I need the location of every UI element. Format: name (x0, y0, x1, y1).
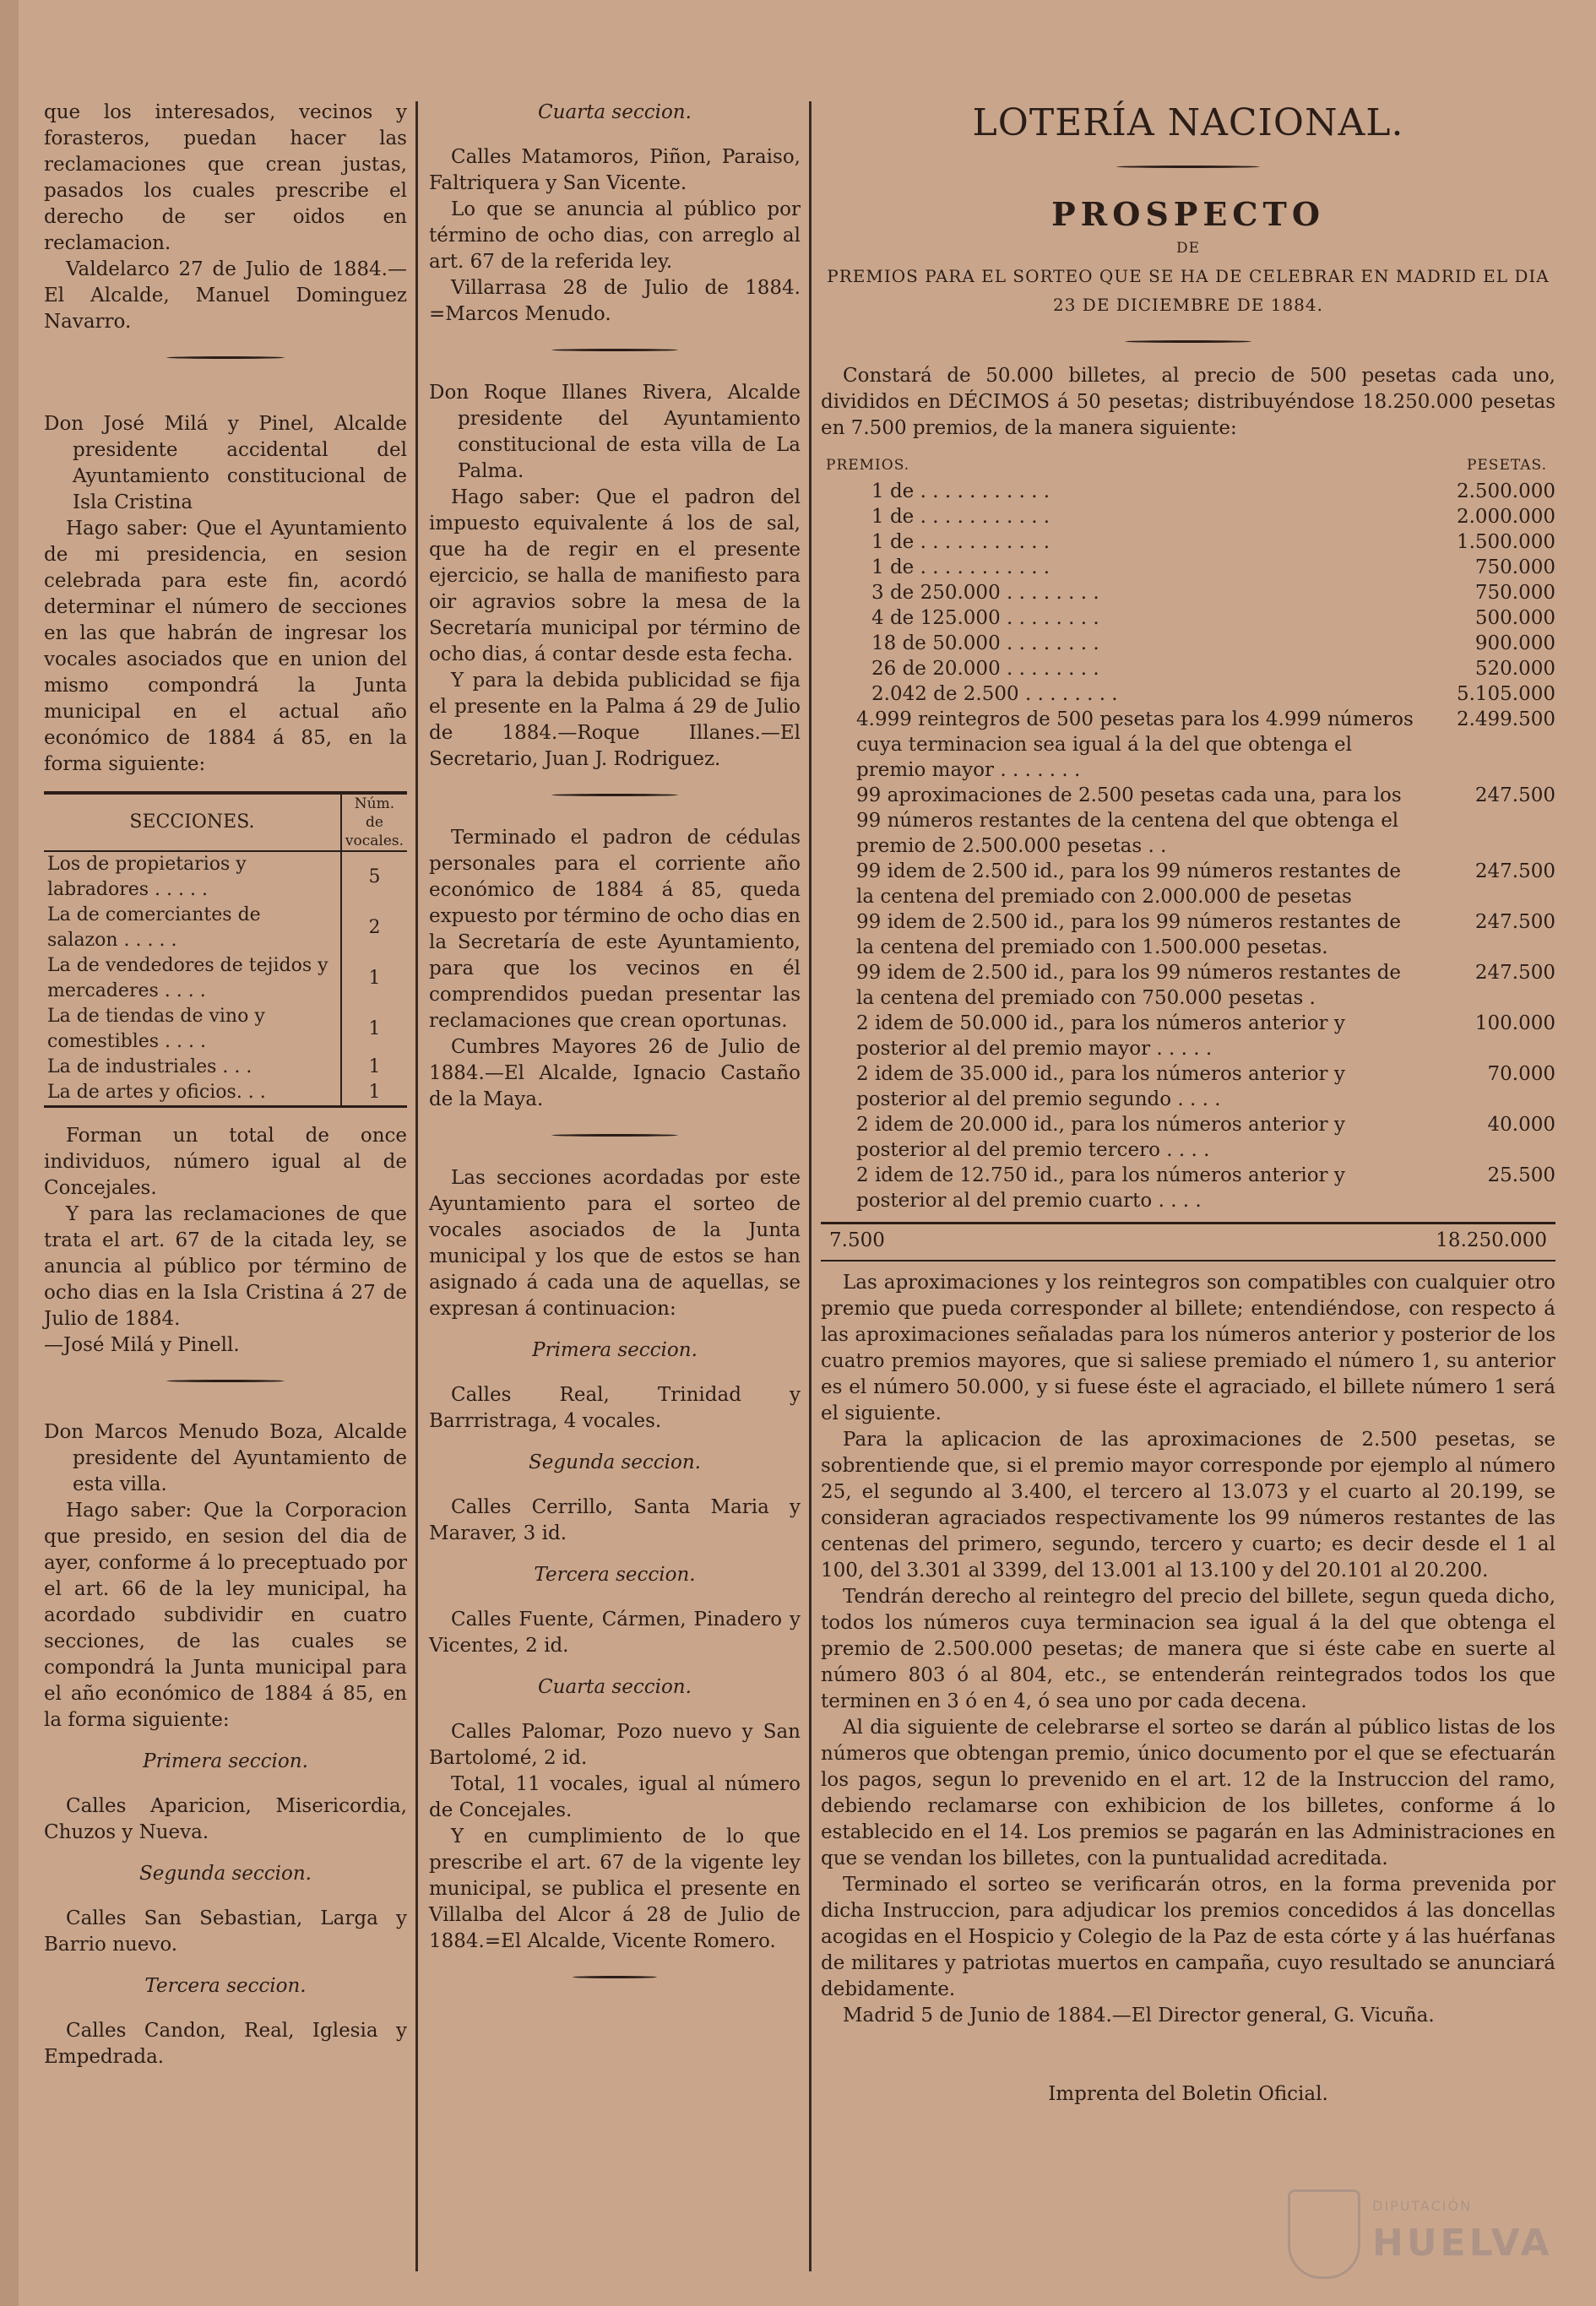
cumbres-sign: Cumbres Mayores 26 de Julio de 1884.—El Alcalde, Ignacio Castaño de la Maya. (429, 1036, 801, 1110)
header-pesetas: PESETAS. (1466, 457, 1547, 474)
divider (166, 1374, 285, 1387)
section-text: Calles Matamoros, Piñon, Paraiso, Faltriquera y San Vicente. (429, 146, 801, 194)
prize-amount: 5.105.000 (1456, 683, 1555, 705)
divider (551, 788, 678, 801)
total-premios: 7.500 (829, 1229, 885, 1251)
prize-row (821, 580, 1555, 605)
prize-row (821, 1011, 1555, 1061)
stamp-line-1: DIPUTACIÓN (1372, 2198, 1473, 2214)
section-text: Calles Candon, Real, Iglesia y Empedrada. (44, 2020, 407, 2068)
prize-amount: 247.500 (1474, 962, 1555, 984)
column-2 (429, 100, 801, 1999)
prize-row (821, 1061, 1555, 1112)
prize-label: 1 de . . . . . . . . . . . (871, 480, 1050, 502)
section-text: Calles Cerrillo, Santa Maria y Maraver, 3 id. (429, 1496, 801, 1544)
table-header-sections: SECCIONES. (44, 793, 341, 851)
prize-amount: 2.000.000 (1456, 506, 1555, 528)
divider (166, 350, 285, 364)
prize-row (821, 1163, 1555, 1213)
lottery-sign: Madrid 5 de Junio de 1884.—El Director general, G. Vicuña. (843, 2005, 1435, 2027)
lottery-para-4: Al dia siguiente de celebrarse el sorteo se darán al público listas de los números que obtengan premio, único documento por el que se efectuarán los pagos, segun lo prevenido en el art. 12 de la Instruccion del ramo, debiendo reclamarse con exhibicion de los billetes, conforme á lo establecido en el 14. Los premios se pagarán en las Administraciones en que se vendan los billetes, con la puntualidad acreditada. (821, 1717, 1555, 1869)
prize-amount: 70.000 (1487, 1063, 1555, 1085)
section-title: Cuarta seccion. (538, 101, 692, 123)
prize-amount: 40.000 (1487, 1114, 1555, 1136)
prize-row (821, 707, 1555, 783)
section-text: Calles Real, Trinidad y Barrristraga, 4 vocales. (429, 1384, 801, 1432)
prize-row (821, 859, 1555, 909)
lottery-para-3: Tendrán derecho al reintegro del precio del billete, segun queda dicho, todos los números cuya terminacion sea igual á la del que obtenga el premio de 2.500.000 pesetas; de manera que si éste cabe en suerte al número 803 ó al 804, etc., se entenderán reintegrados todos los que terminen en 3 ó en 4, ó sea uno por cada decena. (821, 1586, 1555, 1712)
column-1 (44, 100, 407, 2070)
lottery-para-2: Para la aplicacion de las aproximaciones de 2.500 pesetas, se sobrentiende que, si el premio mayor corresponde por ejemplo al número 25, el segundo al 3.400, el tercero al 13.073 y el cuarto al 20.199, se consideran agraciados respectivamente los 99 números restantes de las centenas del primero, segundo, tercero y cuarto; es decir desde el 1 al 100, del 3.301 al 3399, del 13.001 al 13.100 y del 20.101 al 20.200. (821, 1429, 1555, 1582)
isla-body: Hago saber: Que el Ayuntamiento de mi presidencia, en sesion celebrada para este fin, acordó determinar el número de secciones en las que habrán de ingresar los vocales asociados que en union del mismo compondrá la Junta municipal en el actual año económico de 1884 á 85, en la forma siguiente: (44, 518, 407, 775)
prize-amount: 100.000 (1474, 1012, 1555, 1034)
prize-amount: 750.000 (1474, 556, 1555, 578)
prize-amount: 520.000 (1474, 658, 1555, 680)
prize-amount: 247.500 (1474, 860, 1555, 882)
section-title: Primera seccion. (532, 1339, 698, 1361)
sections-table (44, 791, 407, 1108)
prize-row (821, 656, 1555, 681)
villalba-total: Total, 11 vocales, igual al número de Concejales. (429, 1773, 801, 1821)
column-rule-2 (809, 101, 812, 2271)
prize-label: 99 aproximaciones de 2.500 pesetas cada una, para los 99 números restantes de la centena del que obtenga el premio de 2.500.000 pesetas . . (856, 784, 1402, 857)
prospecto-de: DE (1175, 240, 1201, 257)
marcos-body: Hago saber: Que la Corporacion que presido, en sesion del dia de ayer, conforme á lo preceptuado por el art. 66 de la ley municipal, ha acordado subdividir en cuatro secciones, de las cuales se compondrá la Junta municipal para el año económico de 1884 á 85, en la forma siguiente: (44, 1500, 407, 1731)
archive-stamp (1288, 2183, 1553, 2284)
prize-label: 2.042 de 2.500 . . . . . . . . (871, 683, 1118, 705)
prize-label: 1 de . . . . . . . . . . . (871, 556, 1050, 578)
prize-label: 26 de 20.000 . . . . . . . . (871, 658, 1099, 680)
prize-label: 4 de 125.000 . . . . . . . . (871, 607, 1099, 629)
section-title: Segunda seccion. (139, 1863, 312, 1885)
prize-row (821, 631, 1555, 656)
prospecto-subtitle-2: 23 DE DICIEMBRE DE 1884. (1053, 295, 1323, 315)
prize-list (821, 479, 1555, 707)
prize-row (821, 479, 1555, 504)
binding-edge (0, 0, 19, 2306)
table-row: La de comerciantes de salazon . . . . . 2 (44, 903, 407, 953)
prize-amount: 2.499.500 (1456, 708, 1555, 730)
table-row: La de tiendas de vino y comestibles . . . . 1 (44, 1004, 407, 1055)
lottery-para-1: Las aproximaciones y los reintegros son compatibles con cualquier otro premio que pueda corresponder al billete; entendiéndose, con respecto á las aproximaciones señaladas para los números anterior y posterior de los cuatro premios mayores, que si saliese premiado el número 1, su anterior es el número 50.000, y si fuese éste el agraciado, el billete número 1 será el siguiente. (821, 1272, 1555, 1424)
lottery-title: LOTERÍA NACIONAL. (972, 101, 1404, 144)
prize-label: 3 de 250.000 . . . . . . . . (871, 582, 1099, 604)
prospecto-subtitle-1: PREMIOS PARA EL SORTEO QUE SE HA DE CELEBRAR EN MADRID EL DIA (827, 266, 1550, 286)
prize-label: 4.999 reintegros de 500 pesetas para los 4.999 números cuya terminacion sea igual á la del que obtenga el premio mayor . . . . . . . (856, 708, 1414, 781)
lottery-para-5: Terminado el sorteo se verificarán otros, en la forma prevenida por dicha Instruccion, para adjudicar los premios concedidos á las doncellas acogidas en el Hospicio y Colegio de la Paz de esta córte y á las huérfanas de militares y patriotas muertos en campaña, cuyo resultado se anunciará debidamente. (821, 1874, 1555, 2000)
divider (551, 1128, 678, 1142)
prize-amount: 247.500 (1474, 784, 1555, 806)
roque-tail: Y para la debida publicidad se fija el presente en la Palma á 29 de Julio de 1884.—Roque Illanes.—El Secretario, Juan J. Rodriguez. (429, 670, 801, 770)
prize-amount: 247.500 (1474, 911, 1555, 933)
prize-label: 99 idem de 2.500 id., para los 99 números restantes de la centena del premiado con 2.000.000 de pesetas (856, 860, 1402, 908)
divider (1125, 334, 1251, 348)
prize-label: 99 idem de 2.500 id., para los 99 números restantes de la centena del premiado con 750.000 pesetas . (856, 962, 1402, 1009)
prize-label: 2 idem de 12.750 id., para los números anterior y posterior al del premio cuarto . . . . (856, 1164, 1345, 1212)
prize-label: 1 de . . . . . . . . . . . (871, 506, 1050, 528)
section-title: Segunda seccion. (529, 1451, 701, 1473)
section-text: Calles Fuente, Cármen, Pinadero y Vicentes, 2 id. (429, 1609, 801, 1657)
prize-row (821, 605, 1555, 631)
isla-heading: Don José Milá y Pinel, Alcalde presidente accidental del Ayuntamiento constitucional de Isla Cristina (44, 413, 407, 513)
title-ornament (1116, 160, 1260, 173)
table-row: La de industriales . . . 1 (44, 1055, 407, 1080)
section-title: Tercera seccion. (144, 1975, 307, 1997)
prize-row (821, 529, 1555, 555)
valdelarco-text: que los interesados, vecinos y forasteros, puedan hacer las reclamaciones que crean justas, pasados los cuales prescribe el derecho de ser oidos en reclamacion. (44, 101, 407, 254)
column-3 (821, 100, 1555, 2124)
stamp-line-2: HUELVA (1372, 2222, 1553, 2265)
table-header-num: Núm. de vocales. (341, 793, 407, 851)
prize-row (821, 1112, 1555, 1163)
isla-total: Forman un total de once individuos, número igual al de Concejales. (44, 1125, 407, 1199)
total-pesetas: 18.250.000 (1436, 1229, 1547, 1251)
divider (551, 343, 678, 356)
prize-label: 2 idem de 20.000 id., para los números anterior y posterior al del premio tercero . . . . (856, 1114, 1345, 1161)
prize-label: 18 de 50.000 . . . . . . . . (871, 632, 1099, 654)
section-title: Primera seccion. (143, 1750, 308, 1772)
header-premios: PREMIOS. (826, 457, 910, 474)
prize-row (821, 783, 1555, 859)
roque-heading: Don Roque Illanes Rivera, Alcalde presidente del Ayuntamiento constitucional de esta villa de La Palma. (429, 382, 801, 482)
table-row: La de vendedores de tejidos y mercaderes . . . . 1 (44, 953, 407, 1004)
prize-amount: 1.500.000 (1456, 531, 1555, 553)
villarrasa-anuncio: Lo que se anuncia al público por término de ocho dias, con arreglo al art. 67 de la referida ley. (429, 198, 801, 273)
prize-amount: 2.500.000 (1456, 480, 1555, 502)
prize-label: 1 de . . . . . . . . . . . (871, 531, 1050, 553)
valdelarco-sign: Valdelarco 27 de Julio de 1884.—El Alcalde, Manuel Dominguez Navarro. (44, 258, 407, 333)
villalba-intro: Las secciones acordadas por este Ayuntamiento para el sorteo de vocales asociados de la Junta municipal y los que de estos se han asignado á cada una de aquellas, se expresan á continuacion: (429, 1167, 801, 1320)
prize-amount: 500.000 (1474, 607, 1555, 629)
cumbres-body: Terminado el padron de cédulas personales para el corriente año económico de 1884 á 85, queda expuesto por término de ocho dias en la Secretaría de este Ayuntamiento, para que los vecinos en él comprendidos puedan presentar las reclamaciones que crean oportunas. (429, 827, 801, 1032)
prize-amount: 25.500 (1487, 1164, 1555, 1186)
prize-label: 2 idem de 35.000 id., para los números anterior y posterior al del premio segundo . . . . (856, 1063, 1345, 1110)
prize-total (821, 1222, 1555, 1262)
column-rule-1 (415, 101, 418, 2271)
lottery-intro: Constará de 50.000 billetes, al precio de 500 pesetas cada uno, divididos en DÉCIMOS á 50 pesetas; distribuyéndose 18.250.000 pesetas en 7.500 premios, de la manera siguiente: (821, 365, 1555, 439)
crest-icon (1288, 2189, 1360, 2279)
prize-amount: 750.000 (1474, 582, 1555, 604)
villarrasa-sign: Villarrasa 28 de Julio de 1884. =Marcos Menudo. (429, 277, 801, 325)
prize-list-extra (821, 707, 1555, 1213)
divider (573, 1970, 657, 1983)
isla-tail: Y para las reclamaciones de que trata el art. 67 de la citada ley, se anuncia al público por término de ocho dias en la Isla Cristina á 27 de Julio de 1884. (44, 1203, 407, 1330)
section-text: Calles Aparicion, Misericordia, Chuzos y Nueva. (44, 1795, 407, 1843)
table-row: Los de propietarios y labradores . . . . . 5 (44, 851, 407, 903)
prize-label: 99 idem de 2.500 id., para los 99 números restantes de la centena del premiado con 1.500.000 pesetas. (856, 911, 1402, 958)
section-text: Calles San Sebastian, Larga y Barrio nuevo. (44, 1907, 407, 1956)
marcos-heading: Don Marcos Menudo Boza, Alcalde presidente del Ayuntamiento de esta villa. (44, 1421, 407, 1495)
section-title: Cuarta seccion. (538, 1676, 692, 1698)
prize-row (821, 555, 1555, 580)
prize-row (821, 909, 1555, 960)
section-text: Calles Palomar, Pozo nuevo y San Bartolomé, 2 id. (429, 1721, 801, 1769)
isla-sign: —José Milá y Pinell. (44, 1334, 240, 1356)
prize-label: 2 idem de 50.000 id., para los números anterior y posterior al del premio mayor . . . . . (856, 1012, 1345, 1060)
printer-imprint: Imprenta del Boletin Oficial. (1048, 2083, 1328, 2105)
villalba-tail: Y en cumplimiento de lo que prescribe el art. 67 de la vigente ley municipal, se publica el presente en Villalba del Alcor á 28 de Julio de 1884.=El Alcalde, Vicente Romero. (429, 1826, 801, 1952)
section-title: Tercera seccion. (534, 1564, 696, 1586)
prize-amount: 900.000 (1474, 632, 1555, 654)
table-row: La de artes y oficios. . . 1 (44, 1080, 407, 1107)
prize-row (821, 681, 1555, 707)
roque-body: Hago saber: Que el padron del impuesto equivalente á los de sal, que ha de regir en el presente ejercicio, se halla de manifiesto para oir agravios sobre la mesa de la Secretaría municipal por término de ocho dias, á contar desde esta fecha. (429, 486, 801, 665)
prize-table-header (821, 457, 1555, 474)
prize-row (821, 504, 1555, 529)
prospecto-title: PROSPECTO (1051, 195, 1325, 233)
prize-row (821, 960, 1555, 1011)
